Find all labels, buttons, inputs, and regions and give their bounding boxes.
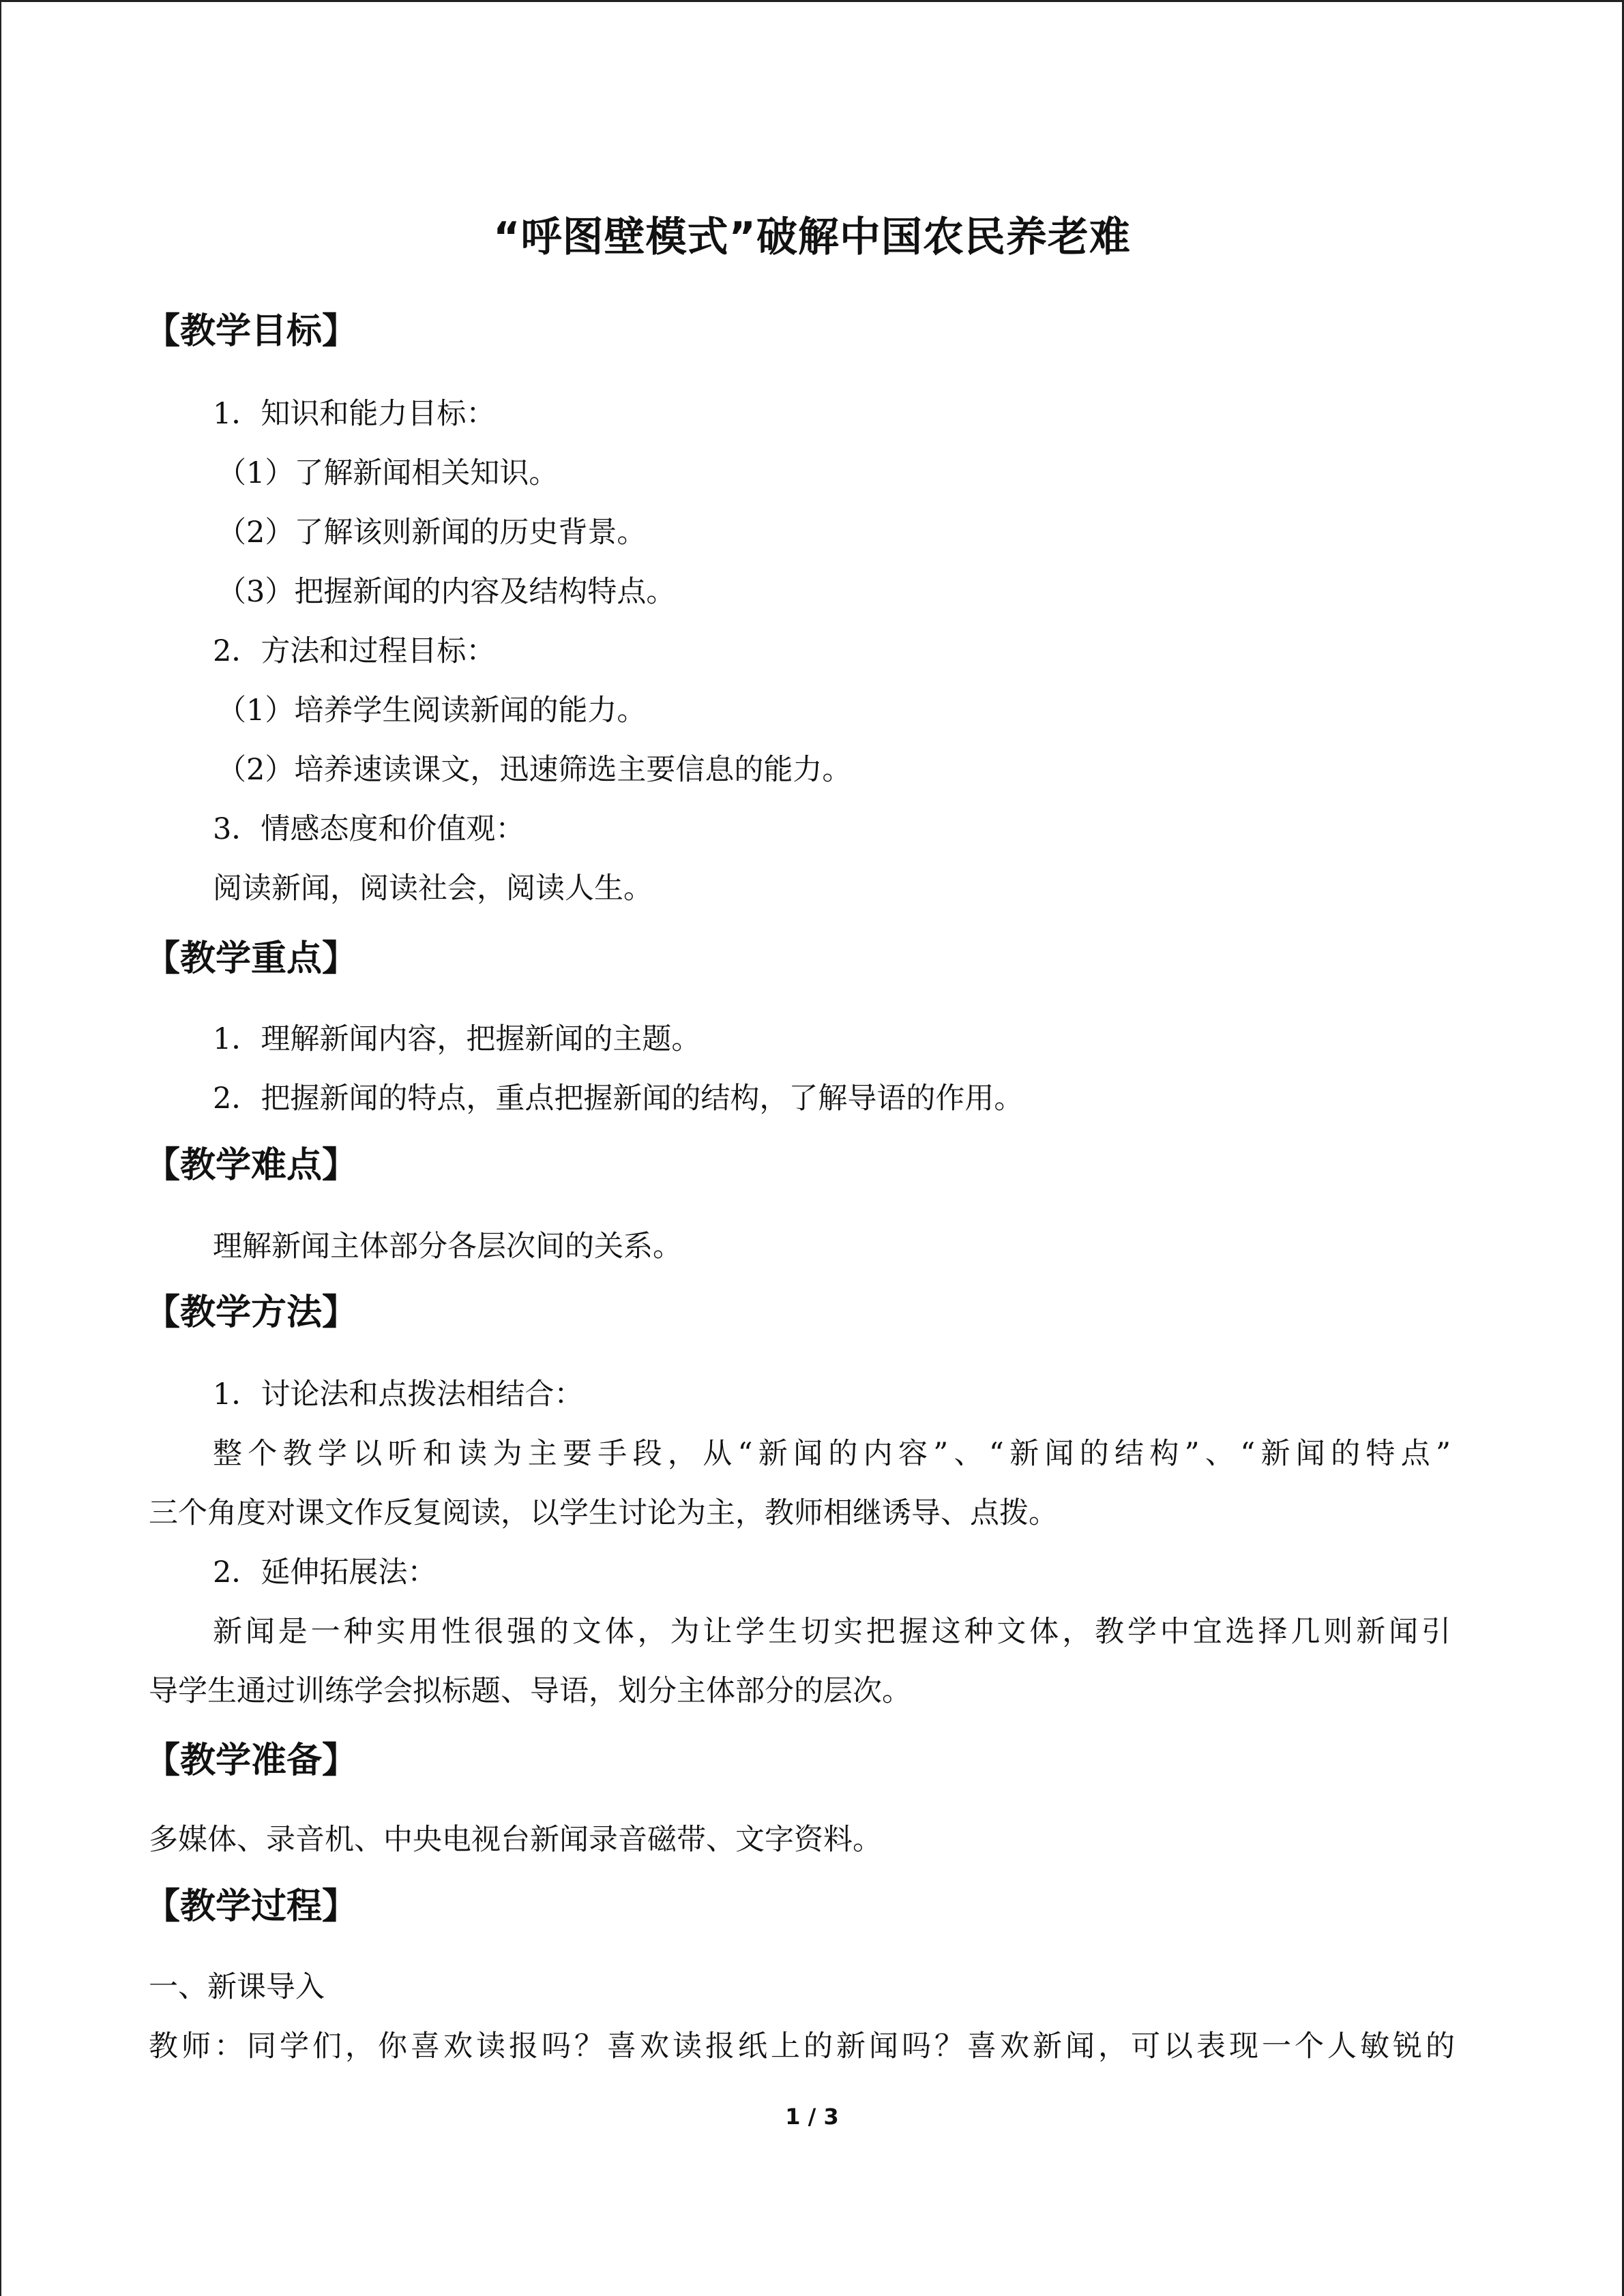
difficulties-line: 理解新闻主体部分各层次间的关系。: [213, 1229, 682, 1264]
section-heading-objectives: 【教学目标】: [145, 311, 358, 352]
section-heading-preparation: 【教学准备】: [145, 1740, 358, 1781]
objectives-line: （1）培养学生阅读新闻的能力。: [217, 694, 647, 728]
objectives-line: 2．方法和过程目标：: [213, 634, 496, 668]
section-heading-methods: 【教学方法】: [145, 1292, 358, 1333]
objectives-line: 1．知识和能力目标：: [213, 397, 496, 431]
methods-line: 1．讨论法和点拨法相结合：: [213, 1377, 584, 1412]
objectives-line: 3．情感态度和价值观：: [213, 812, 525, 846]
methods-line: 整个教学以听和读为主要手段，从“新闻的内容”、“新闻的结构”、“新闻的特点”: [213, 1437, 1451, 1471]
objectives-line: （1）了解新闻相关知识。: [217, 456, 559, 490]
document-title: “呼图壁模式”破解中国农民养老难: [493, 213, 1131, 261]
methods-line: 导学生通过训练学会拟标题、导语，划分主体部分的层次。: [149, 1674, 911, 1708]
key-points-line: 2．把握新闻的特点，重点把握新闻的结构，了解导语的作用。: [213, 1082, 1024, 1116]
section-heading-difficulties: 【教学难点】: [145, 1145, 358, 1186]
preparation-line: 多媒体、录音机、中央电视台新闻录音磁带、文字资料。: [149, 1823, 882, 1857]
section-heading-process: 【教学过程】: [145, 1886, 358, 1927]
section-heading-key-points: 【教学重点】: [145, 938, 358, 979]
methods-line: 2．延伸拓展法：: [213, 1555, 437, 1590]
methods-line: 新闻是一种实用性很强的文体，为让学生切实把握这种文体，教学中宜选择几则新闻引: [213, 1615, 1451, 1649]
objectives-line: （2）了解该则新闻的历史背景。: [217, 516, 647, 550]
process-line: 教师：同学们，你喜欢读报吗？喜欢读报纸上的新闻吗？喜欢新闻，可以表现一个人敏锐的: [149, 2029, 1455, 2063]
page-number: 1 / 3: [785, 2104, 839, 2130]
objectives-line: 阅读新闻，阅读社会，阅读人生。: [213, 871, 653, 906]
objectives-line: （3）把握新闻的内容及结构特点。: [217, 575, 676, 609]
key-points-line: 1．理解新闻内容，把握新闻的主题。: [213, 1022, 701, 1056]
process-line: 一、新课导入: [149, 1970, 325, 2004]
methods-line: 三个角度对课文作反复阅读，以学生讨论为主，教师相继诱导、点拨。: [149, 1496, 1058, 1530]
objectives-line: （2）培养速读课文，迅速筛选主要信息的能力。: [217, 753, 852, 787]
